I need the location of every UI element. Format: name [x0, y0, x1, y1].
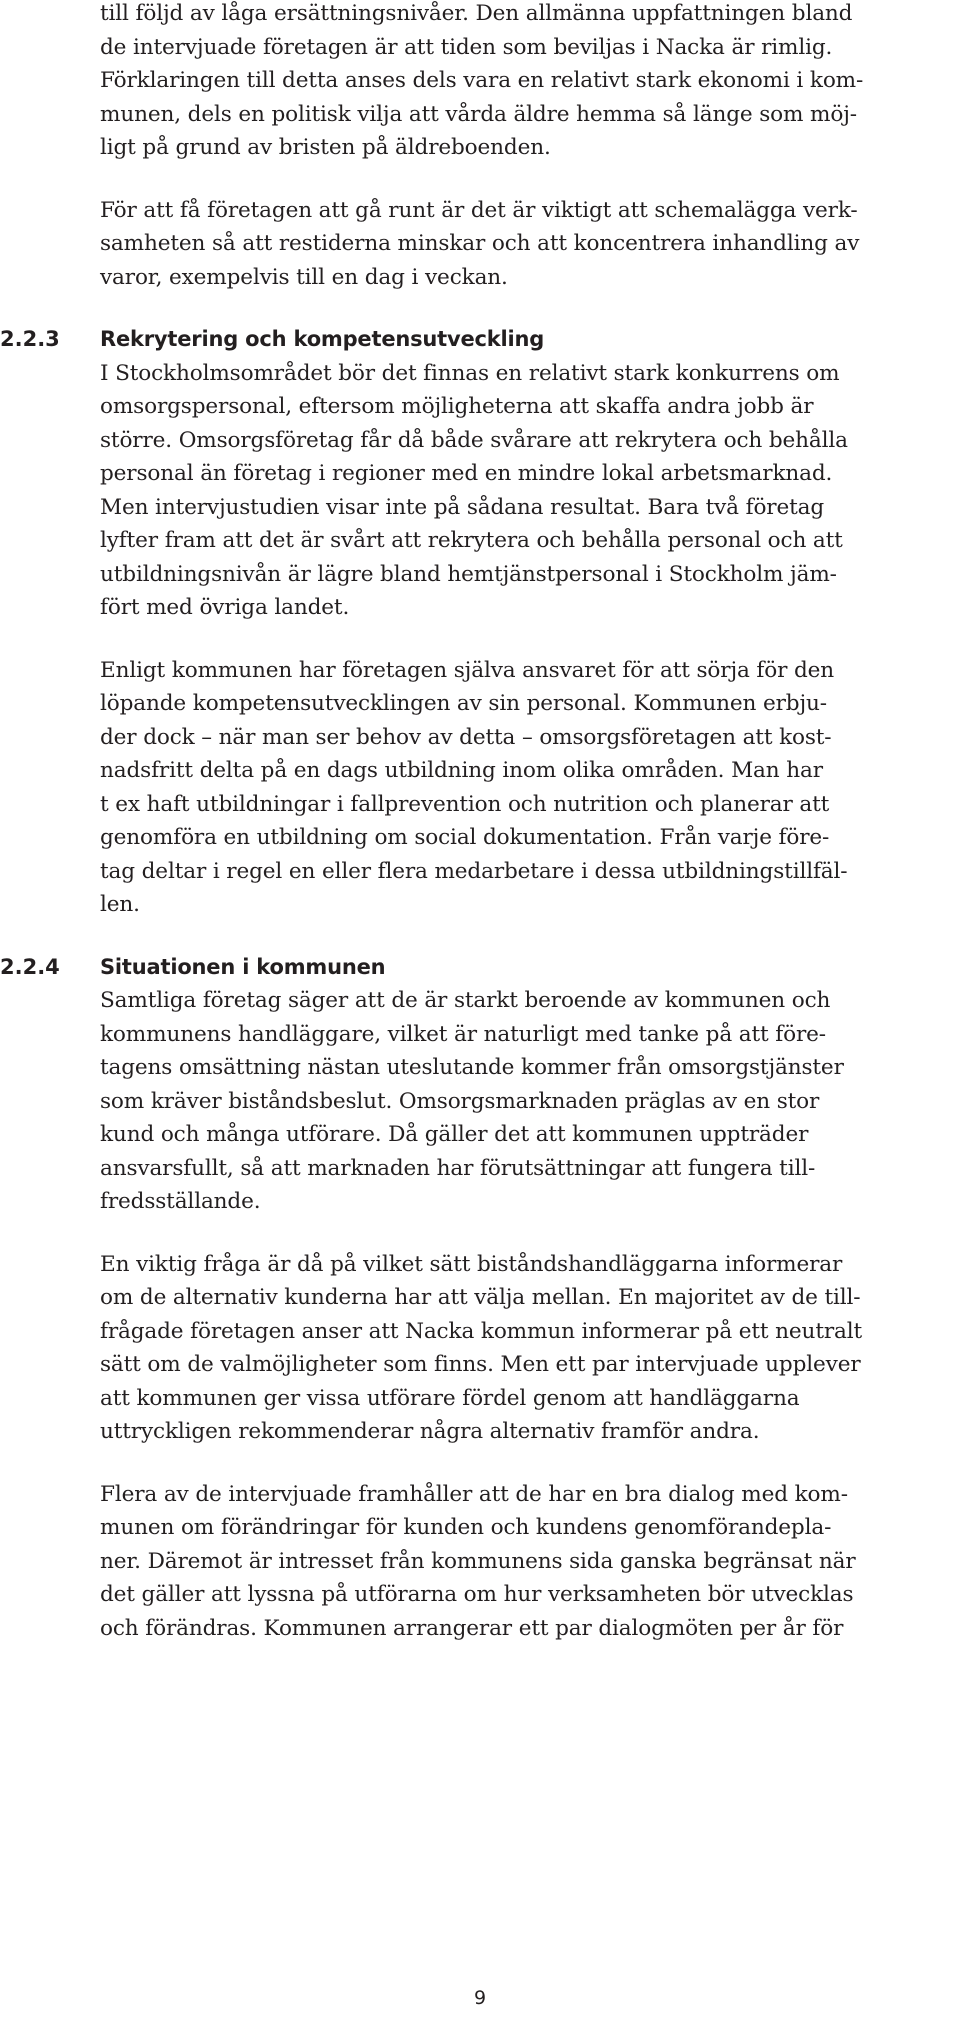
section-heading [0, 323, 960, 357]
section-heading [0, 951, 960, 985]
paragraph: En viktig fråga är då på vilket sätt biståndshandläggarna informerar om de alternativ kunderna har att välja mellan. En majoritet av de till- frågade företagen anser att Nacka kommun informerar på ett neutralt sätt om de valmöjligheter som finns. Men ett par intervjuade upplever att kommunen ger vissa utförare fördel genom att handläggarna uttryckligen rekommenderar några alternativ framför andra. [100, 1251, 863, 1444]
page-number: 9 [473, 1987, 487, 2009]
paragraph: I Stockholmsområdet bör det finnas en relativt stark konkurrens om omsorgspersonal, eftersom möjligheterna att skaffa andra jobb är större. Omsorgsföretag får då både svårare att rekrytera och behålla personal än företag i regioner med en mindre lokal arbetsmarknad. Men intervjustudien visar inte på sådana resultat. Bara två företag lyfter fram att det är svårt att rekrytera och behålla personal och att utbildningsnivån är lägre bland hemtjänstpersonal i Stockholm jäm- fört med övriga landet. [100, 360, 848, 620]
paragraph: till följd av låga ersättningsnivåer. Den allmänna uppfattningen bland de intervjuade företagen är att tiden som beviljas i Nacka är rimlig. Förklaringen till detta anses dels vara en relativt stark ekonomi i kom- munen, dels en politisk vilja att vårda äldre hemma så länge som möj- ligt på grund av bristen på äldreboenden. [100, 1, 864, 160]
section-number: 2.2.4 [0, 954, 60, 979]
paragraph: Flera av de intervjuade framhåller att de har en bra dialog med kom- munen om förändringar för kunden och kundens genomförandepla- ner. Däremot är intresset från kommunens sida ganska begränsat när det gäller att lyssna på utförarna om hur verksamheten bör utvecklas och förändras. Kommunen arrangerar ett par dialogmöten per år för [100, 1481, 856, 1641]
section-2-2-4 [0, 951, 960, 1646]
section-2-2-3 [0, 323, 960, 922]
paragraph: Enligt kommunen har företagen själva ansvaret för att sörja för den löpande kompetensutvecklingen av sin personal. Kommunen erbju- der dock – när man ser behov av detta – omsorgsföretagen att kost- nadsfritt delta på en dags utbildning inom olika områden. Man har t ex haft utbildningar i fallprevention och nutrition och planerar att genomföra en utbildning om social dokumentation. Från varje före- tag deltar i regel en eller flera medarbetare i dessa utbildningstillfäl- len. [100, 657, 848, 917]
intro-block [100, 0, 960, 294]
section-title: Rekrytering och kompetensutveckling [100, 327, 545, 351]
section-title: Situationen i kommunen [100, 954, 386, 979]
paragraph: För att få företagen att gå runt är det är viktigt att schemalägga verk- samheten så att restiderna minskar och att koncentrera inhandling av varor, exempelvis till en dag i veckan. [100, 197, 860, 290]
paragraph: Samtliga företag säger att de är starkt beroende av kommunen och kommunens handläggare, vilket är naturligt med tanke på att före- tagens omsättning nästan uteslutande kommer från omsorgstjänster som kräver biståndsbeslut. Omsorgsmarknaden präglas av en stor kund och många utförare. Då gäller det att kommunen uppträder ansvarsfullt, så att marknaden har förutsättningar att fungera till- fredsställande. [100, 988, 844, 1214]
section-number: 2.2.3 [0, 327, 60, 351]
